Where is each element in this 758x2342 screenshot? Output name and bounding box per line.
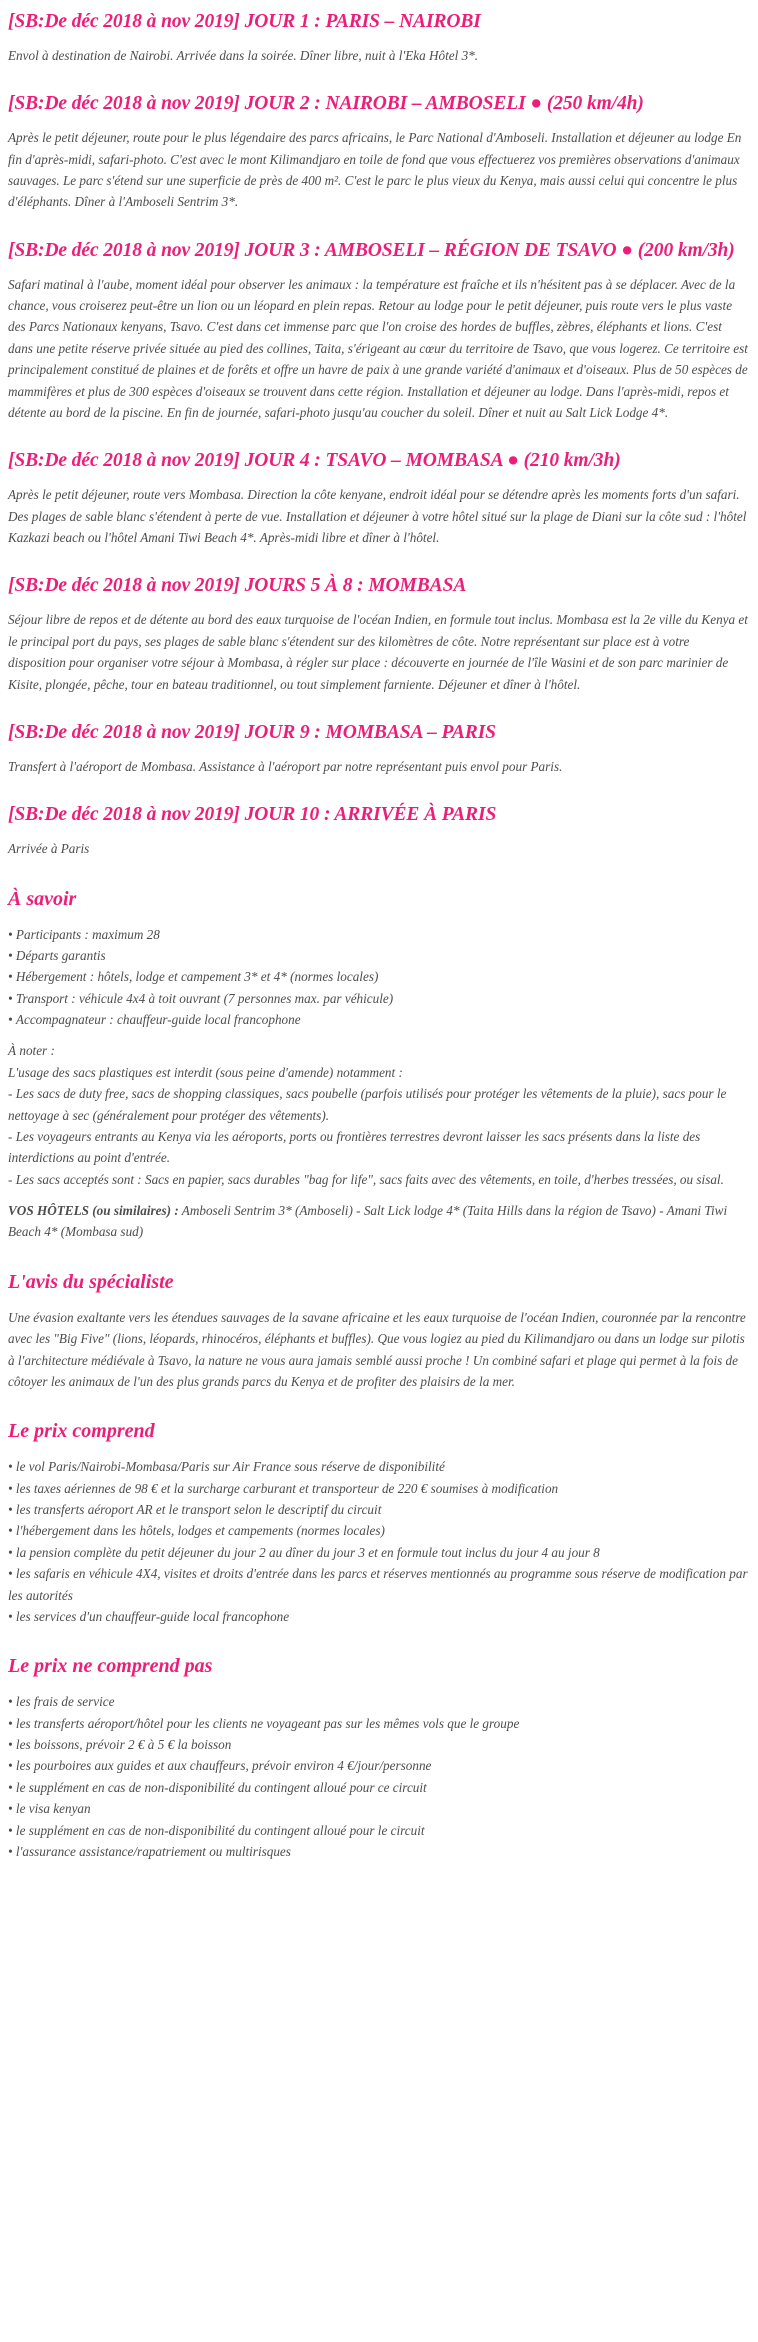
avis-text: Une évasion exaltante vers les étendues sauvages de la savane africaine et les eaux turquoise de l'océan Indien, couronnée par la rencontre avec les "Big Five" (lions, léopards, rhinocéros, éléphants et buffles). Que vous logiez au pied du Kilimandjaro ou dans un lodge sur pilotis à l'architecture médiévale à Tsavo, la nature ne vous aura jamais semblé aussi proche ! Un combiné safari et plage qui permet à la fois de côtoyer les animaux de l'un des plus grands parcs du Kenya et de profiter des plaisirs de la mer. [8, 1309, 746, 1389]
day-section-3 [8, 239, 750, 424]
section-prix-ne-comprend-pas [8, 1653, 750, 1862]
list-item: • le visa kenyan [8, 1798, 750, 1819]
hotels-line [8, 1200, 750, 1243]
day-title-5: [SB:De déc 2018 à nov 2019] JOURS 5 À 8 : MOMBASA [8, 575, 467, 597]
list-item: • les services d'un chauffeur-guide local francophone [8, 1606, 750, 1627]
day-section-5 [8, 574, 750, 694]
day-title-3: [SB:De déc 2018 à nov 2019] JOUR 3 : AMBOSELI – RÉGION DE TSAVO ● (200 km/3h) [8, 239, 735, 261]
day-title-7: [SB:De déc 2018 à nov 2019] JOUR 10 : ARRIVÉE À PARIS [8, 804, 497, 826]
day-title-2: [SB:De déc 2018 à nov 2019] JOUR 2 : NAIROBI – AMBOSELI ● (250 km/4h) [8, 93, 644, 115]
spacer [8, 1030, 750, 1040]
list-item: • les frais de service [8, 1691, 750, 1712]
prix-comprend-title: Le prix comprend [8, 1420, 155, 1443]
list-item: • les taxes aériennes de 98 € et la surcharge carburant et transporteur de 220 € soumises à modification [8, 1478, 750, 1499]
note-line: - Les voyageurs entrants au Kenya via les aéroports, ports ou frontières terrestres devront laisser les sacs présents dans la liste des interdictions au point d'entrée. [8, 1128, 701, 1166]
day-section-1 [8, 10, 750, 66]
day-text-4: Après le petit déjeuner, route vers Mombasa. Direction la côte kenyane, endroit idéal pour se détendre après les moments forts d'un safari. Des plages de sable blanc s'étendent à perte de vue. Installation et déjeuner à votre hôtel situé sur la plage de Diani sur la côte sud : l'hôtel Kazkazi beach ou l'hôtel Amani Tiwi Beach 4*. Après-midi libre et dîner à l'hôtel. [8, 487, 747, 546]
list-item: • Participants : maximum 28 [8, 924, 750, 945]
list-item: • l'assurance assistance/rapatriement ou multirisques [8, 1841, 750, 1862]
list-item: • le vol Paris/Nairobi-Mombasa/Paris sur Air France sous réserve de disponibilité [8, 1456, 750, 1477]
day-section-4 [8, 449, 750, 548]
list-item: • les safaris en véhicule 4X4, visites et droits d'entrée dans les parcs et réserves mentionnés au programme sous réserve de modification par les autorités [8, 1563, 750, 1606]
list-item: • le supplément en cas de non-disponibilité du contingent alloué pour le circuit [8, 1820, 750, 1841]
list-item: • les pourboires aux guides et aux chauffeurs, prévoir environ 4 €/jour/personne [8, 1755, 750, 1776]
list-item: • l'hébergement dans les hôtels, lodges et campements (normes locales) [8, 1520, 750, 1541]
day-text-3: Safari matinal à l'aube, moment idéal pour observer les animaux : la température est fraîche et ils n'hésitent pas à se déplacer. Avec de la chance, vous croiserez peut-être un lion ou un léopard en plein repas. Retour au lodge pour le petit déjeuner, puis route vers le plus vaste des Parcs Nationaux kenyans, Tsavo. C'est dans cet immense parc que l'on croise des hordes de buffles, zèbres, éléphants et lions. C'est dans une petite réserve privée située au pied des collines, Taita, s'érigeant au cœur du territoire de Tsavo, que vous logerez. Ce territoire est principalement constitué de plaines et de forêts et offre un havre de paix à une grande variété d'animaux et d'oiseaux. Plus de 50 espèces de mammifères et plus de 300 espèces d'oiseaux se trouvent dans cette région. Installation et déjeuner au lodge. Dans l'après-midi, repos et détente au bord de la piscine. En fin de journée, safari-photo jusqu'au coucher du soleil. Dîner et nuit au Salt Lick Lodge 4*. [8, 276, 748, 420]
day-text-6: Transfert à l'aéroport de Mombasa. Assistance à l'aéroport par notre représentant puis envol pour Paris. [8, 758, 563, 774]
list-item: • Accompagnateur : chauffeur-guide local francophone [8, 1009, 750, 1030]
day-title-6: [SB:De déc 2018 à nov 2019] JOUR 9 : MOMBASA – PARIS [8, 721, 496, 743]
a-savoir-note [8, 1040, 750, 1190]
day-text-1: Envol à destination de Nairobi. Arrivée dans la soirée. Dîner libre, nuit à l'Eka Hôtel 3*. [8, 47, 479, 63]
day-text-5: Séjour libre de repos et de détente au bord des eaux turquoise de l'océan Indien, en formule tout inclus. Mombasa est la 2e ville du Kenya et le principal port du pays, ses plages de sable blanc s'étendent sur des kilomètres de côte. Notre représentant sur place est à votre disposition pour organiser votre séjour à Mombasa, à régler sur place : découverte en journée de l'île Wasini et de son parc marinier de Kisite, plongée, pêche, tour en bateau traditionnel, ou tout simplement farniente. Déjeuner et dîner à l'hôtel. [8, 612, 748, 692]
prix-ne-comprend-pas-bullets [8, 1691, 750, 1862]
section-a-savoir [8, 886, 750, 1243]
note-title: À noter : [8, 1043, 55, 1059]
day-section-2 [8, 92, 750, 212]
prix-comprend-bullets [8, 1456, 750, 1627]
prix-ne-comprend-pas-title: Le prix ne comprend pas [8, 1655, 213, 1678]
note-line: - Les sacs de duty free, sacs de shopping classiques, sacs poubelle (parfois utilisés pour protéger les vêtements de la pluie), sacs pour le nettoyage à sec (généralement pour protéger des vêtements). [8, 1086, 727, 1123]
day-section-6 [8, 721, 750, 777]
list-item: • Hébergement : hôtels, lodge et campement 3* et 4* (normes locales) [8, 966, 750, 987]
day-title-4: [SB:De déc 2018 à nov 2019] JOUR 4 : TSAVO – MOMBASA ● (210 km/3h) [8, 450, 621, 472]
a-savoir-bullets [8, 924, 750, 1031]
hotels-text: Amboseli Sentrim 3* (Amboseli) - Salt Lick lodge 4* (Taita Hills dans la région de Tsavo) - Amani Tiwi Beach 4* (Mombasa sud) [8, 1203, 728, 1240]
list-item: • Transport : véhicule 4x4 à toit ouvrant (7 personnes max. par véhicule) [8, 988, 750, 1009]
day-title-1: [SB:De déc 2018 à nov 2019] JOUR 1 : PARIS – NAIROBI [8, 11, 481, 32]
list-item: • les boissons, prévoir 2 € à 5 € la boisson [8, 1734, 750, 1755]
list-item: • les transferts aéroport/hôtel pour les clients ne voyageant pas sur les mêmes vols que le groupe [8, 1713, 750, 1734]
day-section-7 [8, 803, 750, 859]
list-item: • le supplément en cas de non-disponibilité du contingent alloué pour ce circuit [8, 1777, 750, 1798]
spacer [8, 1190, 750, 1200]
note-line: L'usage des sacs plastiques est interdit (sous peine d'amende) notamment : [8, 1064, 403, 1080]
day-text-2: Après le petit déjeuner, route pour le plus légendaire des parcs africains, le Parc National d'Amboseli. Installation et déjeuner au lodge En fin d'après-midi, safari-photo. C'est avec le mont Kilimandjaro en toile de fond que vous effectuerez vos premières observations d'animaux sauvages. Le parc s'étend sur une superficie de près de 400 m². C'est le parc le plus vieux du Kenya, mais aussi celui qui concentre le plus d'éléphants. Dîner à l'Amboseli Sentrim 3*. [8, 130, 742, 210]
list-item: • les transferts aéroport AR et le transport selon le descriptif du circuit [8, 1499, 750, 1520]
section-prix-comprend [8, 1418, 750, 1627]
a-savoir-title: À savoir [8, 887, 77, 910]
list-item: • la pension complète du petit déjeuner du jour 2 au dîner du jour 3 et en formule tout inclus du jour 4 au jour 8 [8, 1542, 750, 1563]
note-line: - Les sacs acceptés sont : Sacs en papier, sacs durables "bag for life", sacs faits avec des vêtements, en toile, d'herbes tressées, ou sisal. [8, 1171, 724, 1187]
section-avis-specialiste [8, 1269, 750, 1393]
list-item: • Départs garantis [8, 945, 750, 966]
hotels-label: VOS HÔTELS (ou similaires) : [8, 1203, 179, 1219]
avis-title: L'avis du spécialiste [8, 1270, 174, 1293]
day-text-7: Arrivée à Paris [8, 841, 90, 857]
